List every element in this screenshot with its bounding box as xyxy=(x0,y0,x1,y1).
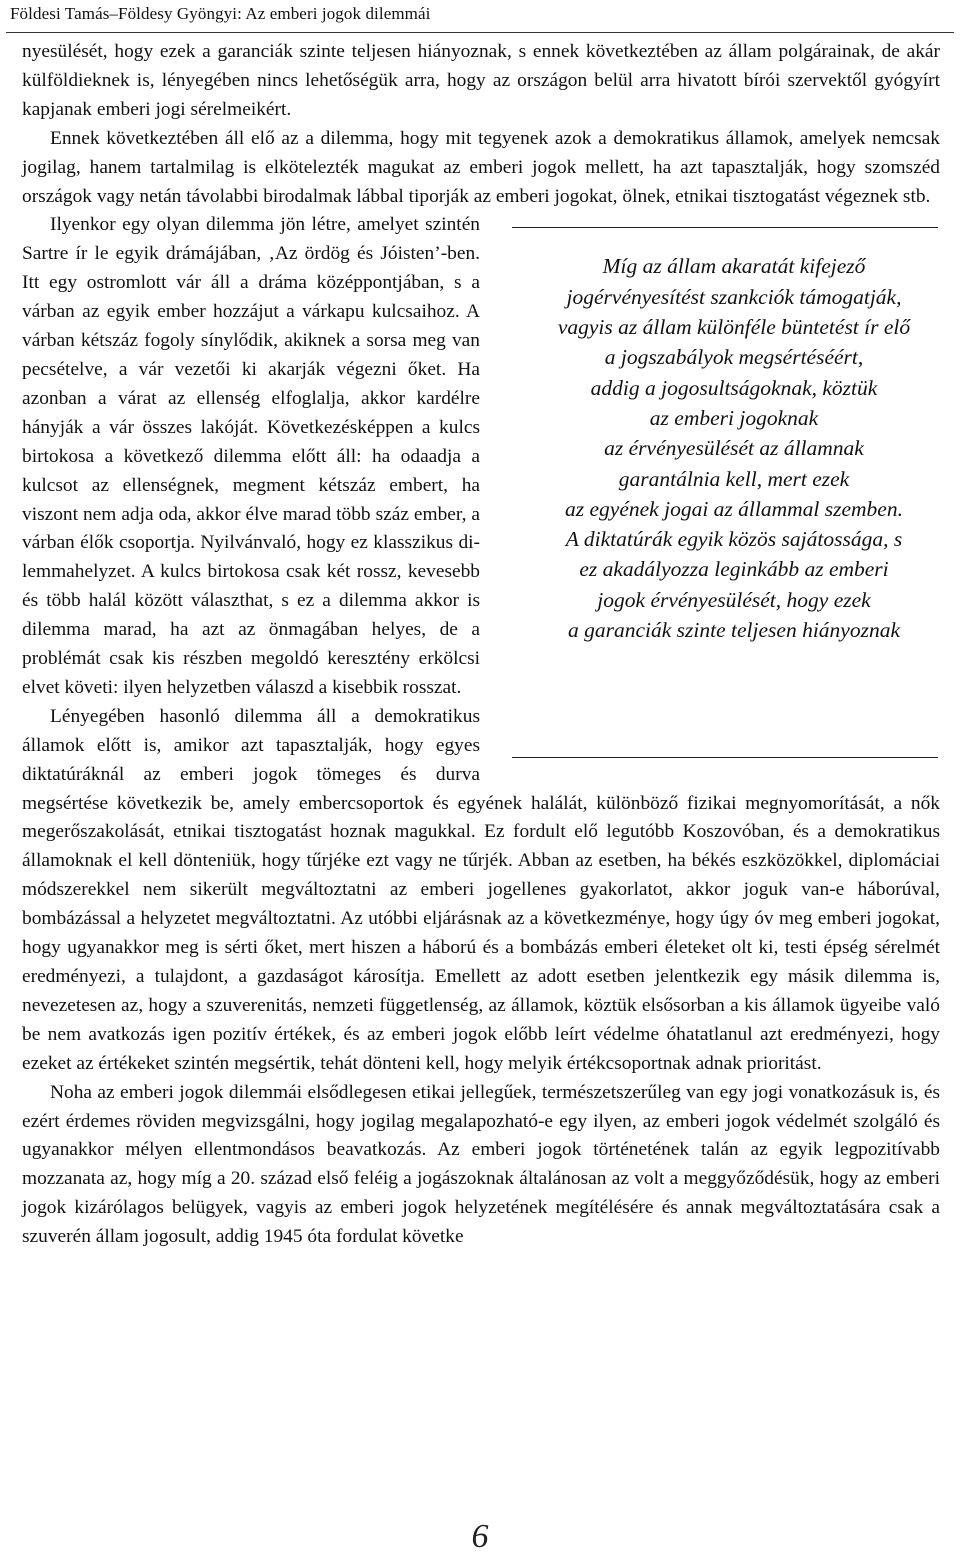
paragraph-4: Lényegében hasonló dilemma áll a demokratikus államok előtt is, amikor azt tapasztalják, hogy egyes diktatúráknál az emberi jogok tömeges és durva megsértése következik be, amely embercsoportok és egyének halálát, különböző fizikai megnyomorítását, a nők megerőszakolását, etnikai tisztogatást hoznak magukkal. Ez fordult elő legutóbb Koszovóban, és a demokratikus államoknak el kell dönteniük, hogy tűrjéke ezt vagy ne tűrjék. Abban az esetben, ha békés eszközökkel, diplomáciai módszerekkel nem sikerült megváltoztatni az emberi jogellenes gyakorlatot, akkor joguk van-e háborúval, bombázással a helyzetet megváltoztatni. Az utóbbi eljárásnak az a következménye, hogy úgy óv meg emberi jogokat, hogy ugyanakkor meg is sérti őket, mert hiszen a háború és a bombázás emberi életeket olt ki, testi épség sérelmét eredményezi, a tulajdont, a gazdaságot károsítja. Emellett az adott esetben jelentkezik egy másik dilemma is, nevezetesen az, hogy a szuverenitás, nemzeti függetlenség, az államok, köztük elsősorban a kis államok ügyeibe való be nem avatkozás igen pozitív értékek, és az emberi jogok előbb leírt védelme óhatatlanul azt eredményezi, hogy ezeket az értékeket szintén megsértik, tehát dönteni kell, hogy melyik értékcsoportnak adnak prioritást. xyxy=(22,705,940,1074)
pull-quote-line: A diktatúrák egyik közös sajátossága, s xyxy=(565,527,903,552)
pull-quote-line: Míg az állam akaratát kifejező xyxy=(602,254,866,279)
pull-quote-line: az érvényesülését az államnak xyxy=(604,436,864,461)
pull-quote-line: az egyének jogai az állammal szemben. xyxy=(565,496,903,521)
pull-quote-line: jogérvényesítést szankciók támogatják, xyxy=(566,284,902,309)
paragraph-3 xyxy=(22,211,940,702)
paragraph-1: nyesülését, hogy ezek a garanciák szinte teljesen hiányoznak, s ennek következtében az állam polgárainak, de akár külföldieknek is, lényegében nincs lehetőségük arra, hogy az országon belül arra hivatott bírói szervektől gyógyírt kapjanak emberi jogi sérelmeikért. xyxy=(22,41,940,120)
paragraph-5: Noha az emberi jogok dilemmái elsődlegesen etikai jellegűek, természetszerűleg van egy jogi vonatkozásuk is, és ezért érdemes röviden megvizsgálni, hogy jogilag megalapozható-e egy ilyen, az emberi jogok védelmét szolgáló és ugyanakkor mélyen ellentmondásos beavatkozás. Az emberi jogok történetének talán az egyik legpozitívabb mozzanata az, hogy míg a 20. század első feléig a jogászoknak általánosan az volt a meggyőződésük, hogy az emberi jogok kizárólagos belügyek, vagyis az emberi jogok helyzetének megítélésére és annak megváltoztatására csak a szuverén állam jogosult, addig 1945 óta fordulat követke xyxy=(22,1081,940,1248)
paragraph-3-text: Ilyenkor egy olyan dilemma jön létre, amelyet szintén Sartre ír le egyik drámájában, ‚Az ördög és Jóisten’-ben. Itt egy ostromlott vár áll a dráma középpontjában, s a várban az egyik ember hozzájut a várkapu kulcsaihoz. A várban kétszáz fogoly sínylődik, akiknek a sorsa meg van pecsételve, a vár vezetői ki akarják végezni őket. Ha azonban a várat az ellenség elfoglalja, akkor kardélre hányják a vár összes lakóját. Következésképpen a kulcs birtokosa a következő dilemma előtt áll: ha odaadja a kulcsot az ellenségnek, megment kétszáz embert, ha viszont nem adja oda, akkor élve marad több száz ember, a várban élők csoportja. Nyilvánvaló, hogy ez klasszikus dilemmahelyzet. A kulcs birtokosa csak két rossz, kevesebb és több halál között választhat, s ez a dilemma akkor is dilemma marad, ha azt az önmagában helyes, de a problémát csak kis részben megoldó keresztény erkölcsi elvet követi: ilyen helyzetben válaszd a kisebbik rosszat. xyxy=(22,214,480,698)
running-header: Földesi Tamás–Földesy Gyöngyi: Az emberi jogok dilemmái xyxy=(10,4,431,23)
pull-quote-line: az emberi jogoknak xyxy=(649,405,819,430)
pull-quote-line: a jogszabályok megsértéséért, xyxy=(604,345,864,370)
pull-quote-line: addig a jogosultságoknak, köztük xyxy=(590,375,878,400)
pull-quote-line: vagyis az állam különféle büntetést ír elő xyxy=(557,315,911,340)
pull-quote xyxy=(494,211,946,773)
pull-quote-line: ez akadályozza leginkább az emberi xyxy=(579,557,889,582)
pull-quote-line: jogok érvényesülését, hogy ezek xyxy=(597,587,871,612)
pull-quote-text xyxy=(494,251,946,645)
paragraph-2: Ennek következtében áll elő az a dilemma, hogy mit tegyenek azok a demokratikus államok, amelyek nemcsak jogilag, hanem tartalmilag is elkötelezték magukat az emberi jogok mellett, ha azt tapasztalják, hogy szomszéd országok vagy netán távolabbi birodalmak lábbal tiporják az emberi jogokat, ölnek, etnikai tisztogatást végeznek stb. xyxy=(22,127,940,207)
header-divider xyxy=(6,32,954,33)
pull-quote-line: a garanciák szinte teljesen hiányoznak xyxy=(568,618,900,642)
pull-quote-line: garantálnia kell, mert ezek xyxy=(618,466,850,491)
article-body xyxy=(22,38,940,1252)
page-number: 6 xyxy=(471,1518,489,1555)
pull-quote-top-rule xyxy=(512,227,938,228)
pull-quote-bottom-rule xyxy=(512,757,938,758)
